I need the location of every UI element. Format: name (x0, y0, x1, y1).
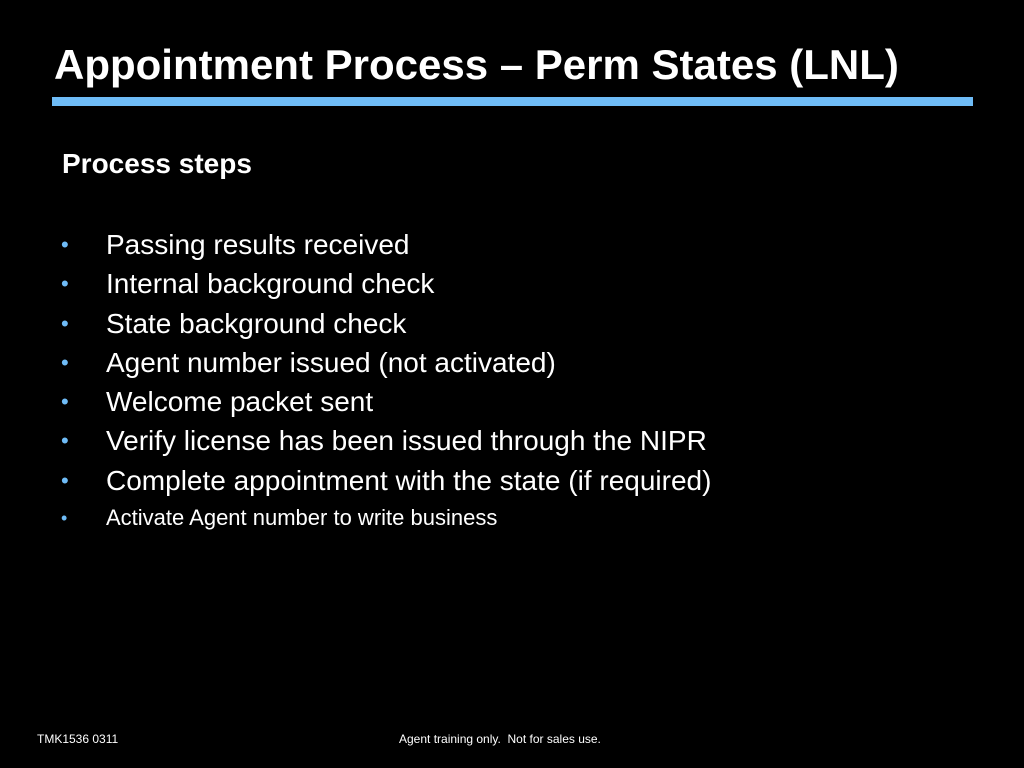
section-heading: Process steps (62, 148, 252, 179)
list-item (58, 264, 711, 303)
step-text: Internal background check (106, 268, 435, 300)
bullet-icon: • (61, 349, 69, 375)
bullet-icon: • (61, 508, 68, 529)
list-item (58, 304, 711, 343)
footer-code: TMK1536 0311 (37, 732, 119, 746)
list-item (58, 461, 711, 500)
slide-title: Appointment Process – Perm States (LNL) (54, 41, 899, 88)
step-text: Verify license has been issued through the NIPR (106, 425, 707, 457)
process-steps-list (58, 225, 711, 536)
list-item (58, 421, 711, 460)
step-text: Complete appointment with the state (if required) (106, 464, 712, 496)
bullet-icon: • (61, 428, 69, 454)
step-text: Activate Agent number to write business (106, 505, 498, 531)
bullet-icon: • (61, 271, 69, 297)
bullet-icon: • (61, 467, 69, 493)
list-item (58, 382, 711, 421)
bullet-icon: • (61, 389, 69, 415)
step-text: Welcome packet sent (106, 386, 374, 418)
step-text: Passing results received (106, 229, 410, 260)
step-text: State background check (106, 307, 407, 339)
list-item (58, 225, 711, 264)
footer-disclaimer: Agent training only. Not for sales use. (399, 732, 601, 746)
list-item (58, 343, 711, 382)
list-item (58, 500, 711, 536)
bullet-icon: • (61, 232, 69, 257)
bullet-icon: • (61, 310, 69, 336)
title-underline (52, 97, 973, 106)
step-text: Agent number issued (not activated) (106, 346, 556, 378)
